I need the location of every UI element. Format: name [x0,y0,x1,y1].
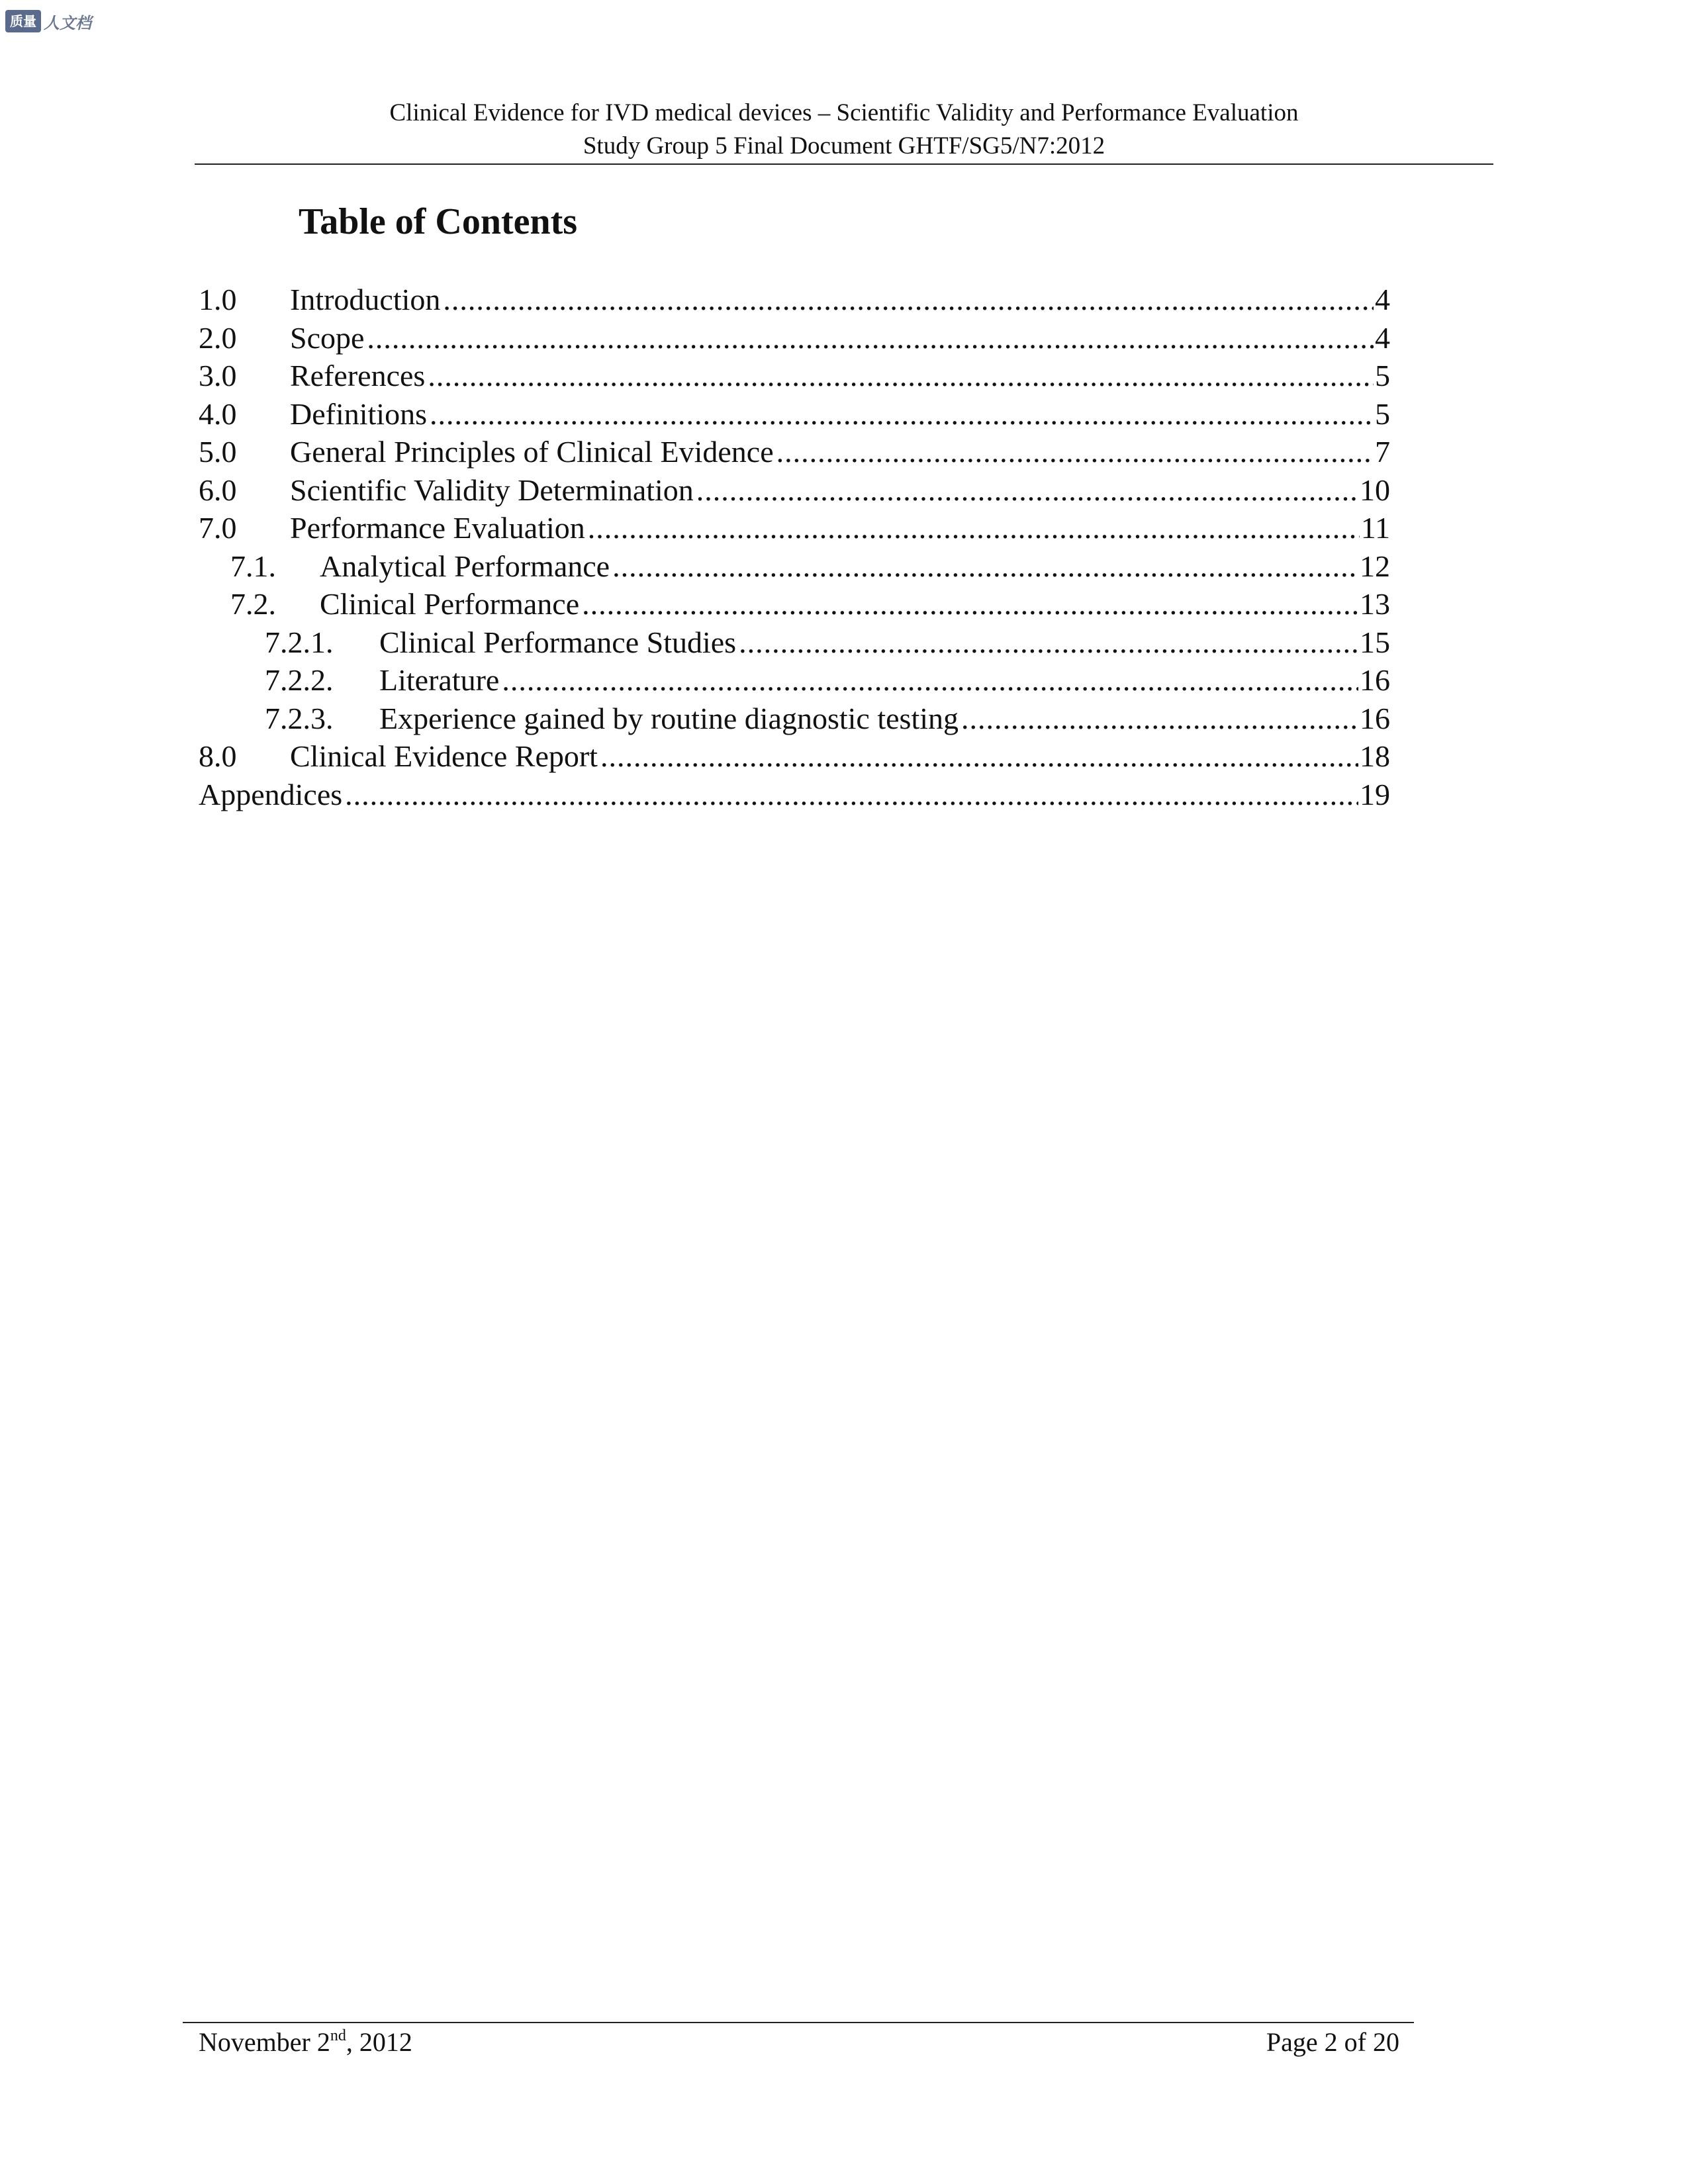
toc-entry-page: 11 [1361,509,1390,547]
toc-entry-number: 6.0 [199,473,237,507]
toc-entry[interactable] [199,281,1390,319]
footer-date [199,2025,412,2060]
toc-entry-page: 5 [1375,395,1390,433]
toc-entry-number: 7.2. [230,587,276,621]
toc-entry-page: 4 [1375,319,1390,357]
toc-entry-label: Clinical Evidence Report [290,737,599,776]
toc-entry-label: Analytical Performance [320,547,611,586]
toc-entry-page: 7 [1375,433,1390,471]
toc-entry-label: Scientific Validity Determination [290,471,695,510]
toc-entry-page: 10 [1360,471,1390,510]
toc-entry-number: 3.0 [199,359,237,392]
toc-dot-leader [696,471,1358,510]
toc-entry[interactable] [199,737,1390,776]
watermark-logo [5,8,91,34]
toc-entry-number: 7.0 [199,511,237,545]
toc-entry[interactable] [199,395,1390,433]
watermark-box: 质量 [5,10,41,32]
watermark-text: 人文档 [44,13,91,32]
footer-date-prefix: November 2 [199,2027,330,2057]
toc-entry[interactable] [199,509,1390,547]
toc-entry-label: General Principles of Clinical Evidence [290,433,775,471]
toc-dot-leader [443,281,1374,319]
toc-entry[interactable] [199,547,1390,586]
toc-dot-leader [961,700,1358,738]
toc-entry-number: 7.1. [230,549,276,583]
toc-entry-page: 12 [1360,547,1390,586]
toc-entry-number: 7.2.2. [265,663,334,697]
toc-entry-number: 7.2.1. [265,625,334,659]
footer-date-suffix: , 2012 [346,2027,412,2057]
footer-date-ordinal: nd [330,2027,346,2044]
table-of-contents [199,281,1390,813]
toc-dot-leader [582,585,1358,623]
toc-entry-number: 7.2.3. [265,701,334,735]
toc-entry-page: 19 [1360,776,1390,814]
toc-entry[interactable] [199,433,1390,471]
toc-dot-leader [428,357,1374,395]
toc-entry-number: 2.0 [199,320,237,355]
page-header [195,97,1493,163]
toc-entry-page: 13 [1360,585,1390,623]
header-subtitle: Study Group 5 Final Document GHTF/SG5/N7:2012 [583,132,1105,159]
toc-entry-label: Clinical Performance [320,585,581,623]
header-divider [195,163,1493,165]
toc-dot-leader [739,623,1358,662]
toc-entry-page: 16 [1360,700,1390,738]
toc-entry-label: Literature [379,661,500,700]
toc-entry-number: 5.0 [199,435,237,469]
header-title: Clinical Evidence for IVD medical devices – Scientific Validity and Performance Evaluation [389,99,1299,126]
toc-dot-leader [612,547,1358,586]
toc-dot-leader [367,319,1374,357]
toc-entry-page: 18 [1360,737,1390,776]
toc-title: Table of Contents [299,201,578,242]
toc-entry-label: Introduction [290,281,442,319]
toc-dot-leader [430,395,1374,433]
toc-dot-leader [345,776,1358,814]
toc-entry-page: 15 [1360,623,1390,662]
toc-entry-page: 16 [1360,661,1390,700]
toc-entry-label: Clinical Performance Studies [379,623,737,662]
toc-entry[interactable] [199,661,1390,700]
toc-entry-number: 8.0 [199,739,237,773]
toc-entry-number: 1.0 [199,283,237,316]
footer-page-number: Page 2 of 20 [1266,2027,1399,2057]
toc-dot-leader [600,737,1358,776]
toc-entry-label: Experience gained by routine diagnostic testing [379,700,960,738]
toc-entry[interactable] [199,623,1390,662]
toc-entry[interactable] [199,357,1390,395]
toc-dot-leader [502,661,1358,700]
toc-entry[interactable] [199,776,1390,814]
toc-entry[interactable] [199,700,1390,738]
toc-entry-number: 4.0 [199,396,237,431]
toc-entry-label: Performance Evaluation [290,509,586,547]
toc-entry[interactable] [199,319,1390,357]
footer-divider [183,2022,1414,2023]
toc-entry-page: 5 [1375,357,1390,395]
toc-entry-page: 4 [1375,281,1390,319]
toc-dot-leader [776,433,1374,471]
toc-entry-label: Definitions [290,395,428,433]
toc-entry-label: Scope [290,319,365,357]
toc-entry-label: References [290,357,426,395]
toc-entry[interactable] [199,585,1390,623]
toc-entry[interactable] [199,471,1390,510]
toc-dot-leader [588,509,1360,547]
toc-entry-label: Appendices [199,776,344,814]
